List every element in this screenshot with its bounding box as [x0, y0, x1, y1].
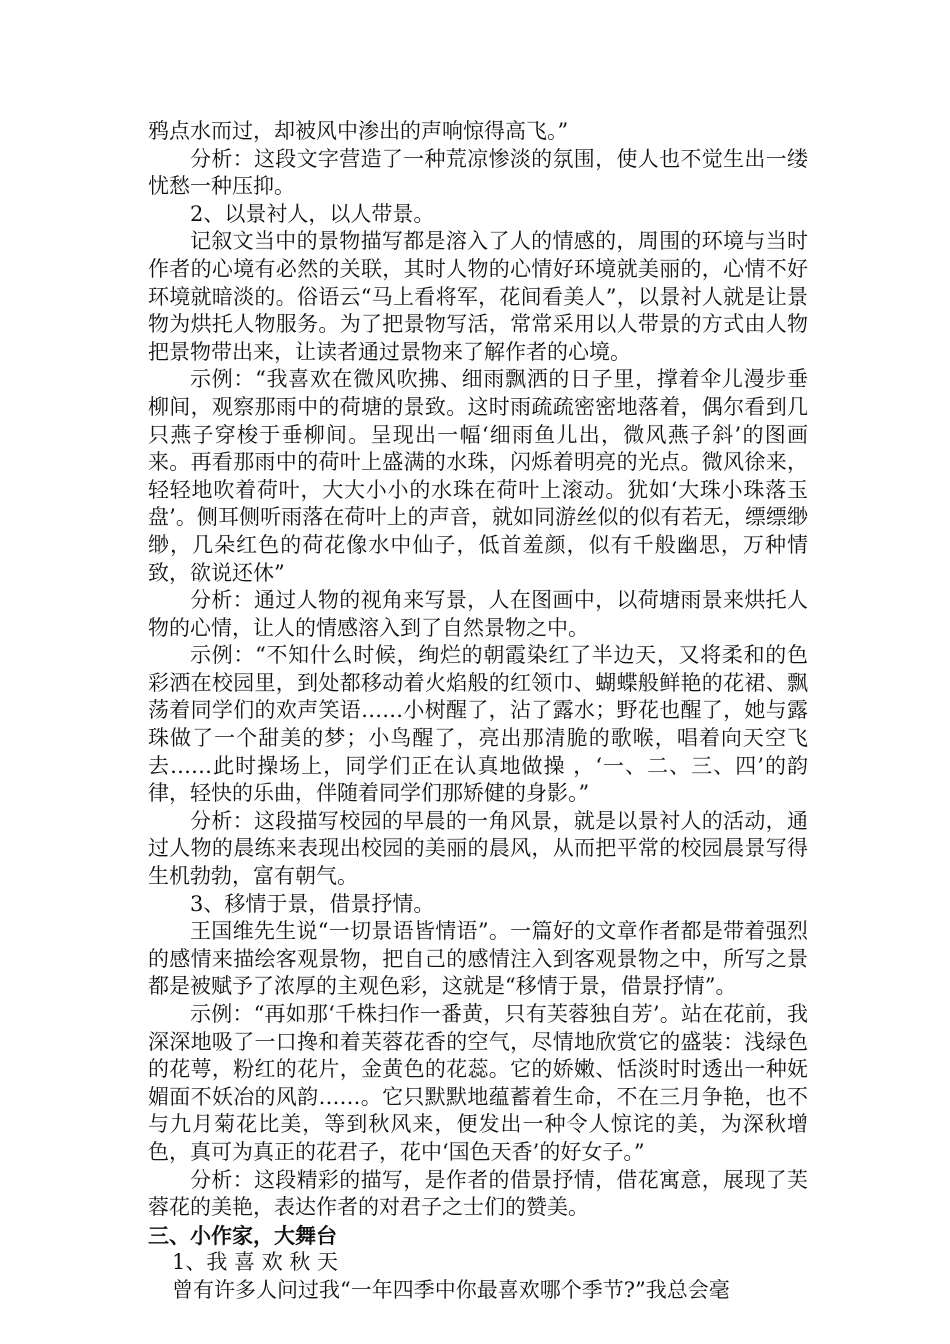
paragraph-continued: 鸦点水而过，却被风中渗出的声响惊得高飞。” [148, 119, 569, 143]
essay-first-line: 曾有许多人问过我“一年四季中你最喜欢哪个季节?”我总会毫 [172, 1277, 730, 1302]
paragraph-analysis-2a: 分析：通过人物的视角来写景，人在图画中，以荷塘雨景来烘托人物的心情，让人的情感溶入到了自然景物之中。 [148, 588, 808, 640]
paragraph-explanation-2: 记叙文当中的景物描写都是溶入了人的情感的，周围的环境与当时作者的心境有必然的关联，其时人物的心情好环境就美丽的，心情不好环境就暗淡的。俗语云“马上看将军，花间看美人”，以景衬人就是让景物为烘托人物服务。为了把景物写活，常常采用以人带景的方式由人物把景物带出来，让读者通过景物来了解作者的心境。 [148, 229, 808, 364]
essay-title: 1、我 喜 欢 秋 天 [172, 1250, 339, 1275]
section-subheading-2: 2、以景衬人，以人带景。 [190, 201, 435, 226]
paragraph-explanation-3: 王国维先生说“一切景语皆情语”。一篇好的文章作者都是带着强烈的感情来描绘客观景物，把自己的感情注入到客观景物之中，所写之景都是被赋予了浓厚的主观色彩，这就是“移情于景，借景抒情”。 [148, 919, 808, 999]
paragraph-analysis-3: 分析：这段精彩的描写，是作者的借景抒情，借花寓意，展现了芙蓉花的美艳，表达作者的对君子之士们的赞美。 [148, 1167, 808, 1220]
section-heading-3: 三、小作家，大舞台 [148, 1222, 337, 1248]
paragraph-analysis-1: 分析：这段文字营造了一种荒凉惨淡的氛围，使人也不觉生出一缕忧愁一种压抑。 [148, 146, 808, 199]
paragraph-analysis-2b: 分析：这段描写校园的早晨的一角风景，就是以景衬人的活动，通过人物的晨练来表现出校园的美丽的晨风，从而把平常的校园晨景写得生机勃勃，富有朝气。 [148, 808, 808, 889]
paragraph-example-2a: 示例：“我喜欢在微风吹拂、细雨飘洒的日子里，撑着伞儿漫步垂柳间，观察那雨中的荷塘的景致。这时雨疏疏密密地落着，偶尔看到几只燕子穿梭于垂柳间。呈现出一幅‘细雨鱼儿出，微风燕子斜’的图画来。再看那雨中的荷叶上盛满的水珠，闪烁着明亮的光点。微风徐来，轻轻地吹着荷叶，大大小小的水珠在荷叶上滚动。犹如‘大珠小珠落玉盘’。侧耳侧听雨落在荷叶上的声音，就如同游丝似的似有若无，缥缥缈缈，几朵红色的荷花像水中仙子，低首羞颜，似有千般幽思，万种情致，欲说还休” [148, 367, 808, 585]
document-page [148, 118, 808, 1305]
section-subheading-3: 3、移情于景，借景抒情。 [190, 891, 435, 916]
paragraph-example-2b: 示例：“不知什么时候，绚烂的朝霞染红了半边天，又将柔和的色彩洒在校园里，到处都移动着火焰般的红领巾、蝴蝶般鲜艳的花裙、飘荡着同学们的欢声笑语……小树醒了，沾了露水；野花也醒了，她与露珠做了一个甜美的梦；小鸟醒了，亮出那清脆的歌喉，唱着向天空飞去……此时操场上，同学们正在认真地做操 ，‘一、二、三、四’的韵律，轻快的乐曲，伴随着同学们那矫健的身影。” [148, 643, 808, 806]
paragraph-example-3: 示例：“再如那‘千株扫作一番黄，只有芙蓉独自芳’。站在花前，我深深地吸了一口搀和着芙蓉花香的空气，尽情地欣赏它的盛装：浅绿色的花萼，粉红的花片，金黄色的花蕊。它的娇嫩、恬淡时时透出一种妩媚面不妖冶的风韵……。它只默默地蕴蓄着生命，不在三月争艳，也不与九月菊花比美，等到秋风来，便发出一种令人惊诧的美，为深秋增色，真可为真正的花君子，花中‘国色天香’的好女子。” [148, 1002, 808, 1164]
